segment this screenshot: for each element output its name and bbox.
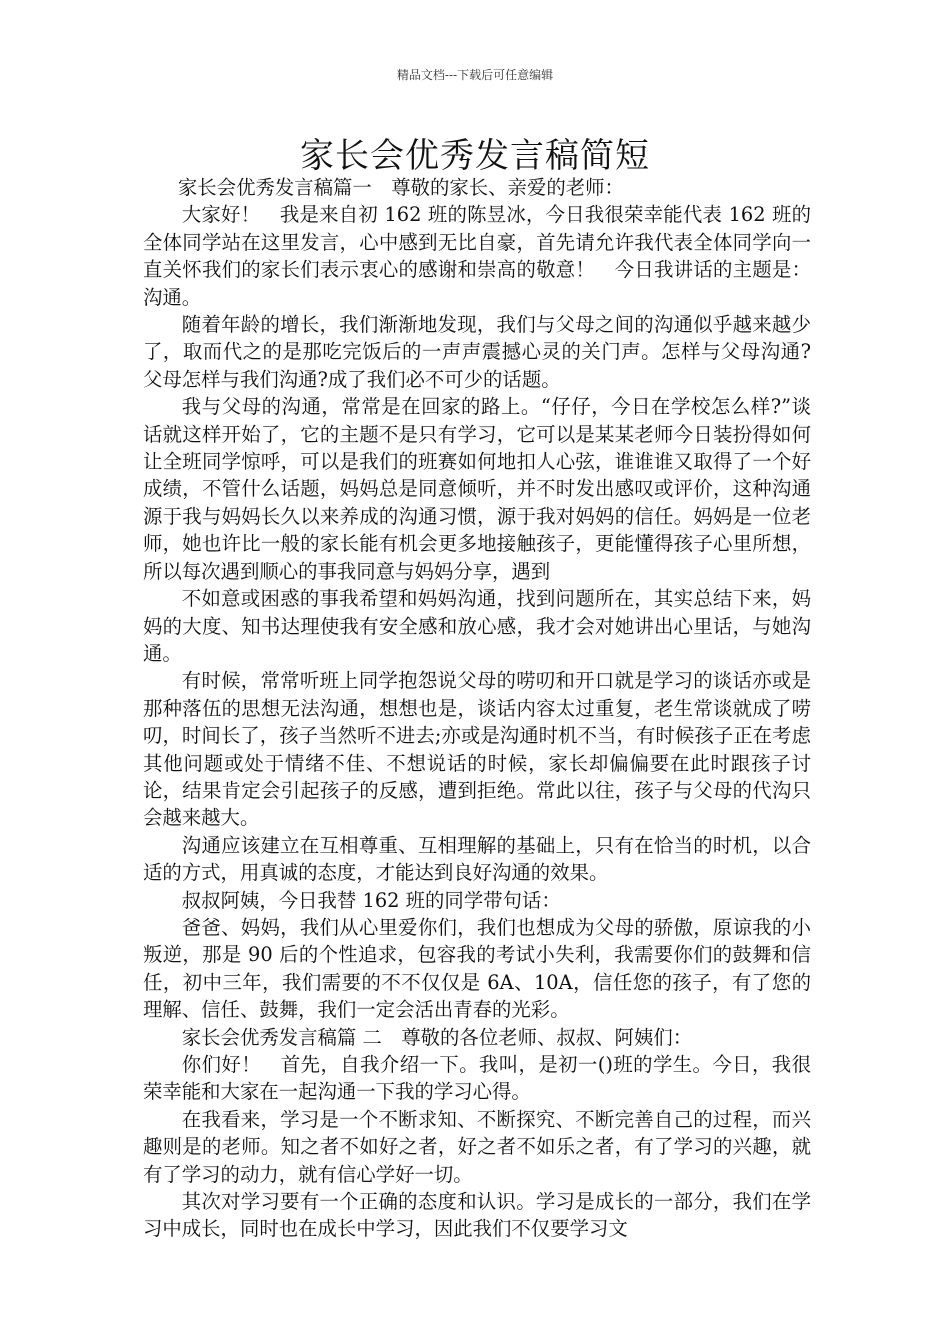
paragraph: 沟通应该建立在互相尊重、互相理解的基础上，只有在恰当的时机，以合适的方式，用真诚的态度，才能达到良好沟通的效果。 <box>143 833 811 885</box>
paragraph: 随着年龄的增长，我们渐渐地发现，我们与父母之间的沟通似乎越来越少了，取而代之的是那吃完饭后的一声声震撼心灵的关门声。怎样与父母沟通?父母怎样与我们沟通?成了我们必不可少的话题。 <box>143 313 811 391</box>
section-heading-1: 家长会优秀发言稿篇一 尊敬的家长、亲爱的老师： <box>177 176 624 199</box>
paragraph: 不如意或困惑的事我希望和妈妈沟通，找到问题所在，其实总结下来，妈妈的大度、知书达理使我有安全感和放心感，我才会对她讲出心里话，与她沟通。 <box>143 587 811 665</box>
paragraph: 大家好！ 我是来自初 162 班的陈昱冰，今日我很荣幸能代表 162 班的全体同学站在这里发言，心中感到无比自豪，首先请允许我代表全体同学向一直关怀我们的家长们表示衷心的感谢和崇高的敬意！ 今日我讲话的主题是：沟通。 <box>143 203 811 309</box>
paragraph: 爸爸、妈妈，我们从心里爱你们，我们也想成为父母的骄傲，原谅我的小叛逆，那是 90 后的个性追求，包容我的考试小失利，我需要你们的鼓舞和信任，初中三年，我们需要的不不仅仅是 6A、10A，信任您的孩子，有了您的理解、信任、鼓舞，我们一定会活出青春的光彩。 <box>143 915 811 1022</box>
paragraph: 叔叔阿姨，今日我替 162 班的同学带句话： <box>181 888 561 912</box>
document-title: 家长会优秀发言稿简短 <box>300 136 650 176</box>
document-body <box>143 174 811 1243</box>
paragraph: 其次对学习要有一个正确的态度和认识。学习是成长的一部分，我们在学习中成长，同时也在成长中学习，因此我们不仅要学习文 <box>143 1190 811 1241</box>
paragraph: 我与父母的沟通，常常是在回家的路上。“仔仔，今日在学校怎么样?”谈话就这样开始了，它的主题不是只有学习，它可以是某某老师今日装扮得如何让全班同学惊呼，可以是我们的班赛如何地扣人心弦，谁谁谁又取得了一个好成绩，不管什么话题，妈妈总是同意倾听，并不时发出感叹或评价，这种沟通源于我与妈妈长久以来养成的沟通习惯，源于我对妈妈的信任。妈妈是一位老师，她也许比一般的家长能有机会更多地接触孩子，更能懂得孩子心里所想，所以每次遇到顺心的事我同意与妈妈分享，遇到 <box>143 395 811 583</box>
paragraph: 有时候，常常听班上同学抱怨说父母的唠叨和开口就是学习的谈话亦或是那种落伍的思想无法沟通，想想也是，谈话内容太过重复，老生常谈就成了唠叨，时间长了，孩子当然听不进去;亦或是沟通时机不当，有时候孩子正在考虑其他问题或处于情绪不佳、不想说话的时候，家长却偏偏要在此时跟孩子讨论，结果肯定会引起孩子的反感，遭到拒绝。常此以往，孩子与父母的代沟只会越来越大。 <box>143 669 811 830</box>
paragraph: 你们好！ 首先，自我介绍一下。我叫，是初一()班的学生。今日，我很荣幸能和大家在一起沟通一下我的学习心得。 <box>143 1053 811 1104</box>
paragraph: 在我看来，学习是一个不断求知、不断探究、不断完善自己的过程，而兴趣则是的老师。知之者不如好之者，好之者不如乐之者，有了学习的兴趣，就有了学习的动力，就有信心学好一切。 <box>143 1107 811 1186</box>
header-note: 精品文档---下载后可任意编辑 <box>396 68 554 82</box>
section-heading-2: 家长会优秀发言稿篇 二 尊敬的各位老师、叔叔、阿姨们： <box>181 1025 693 1049</box>
